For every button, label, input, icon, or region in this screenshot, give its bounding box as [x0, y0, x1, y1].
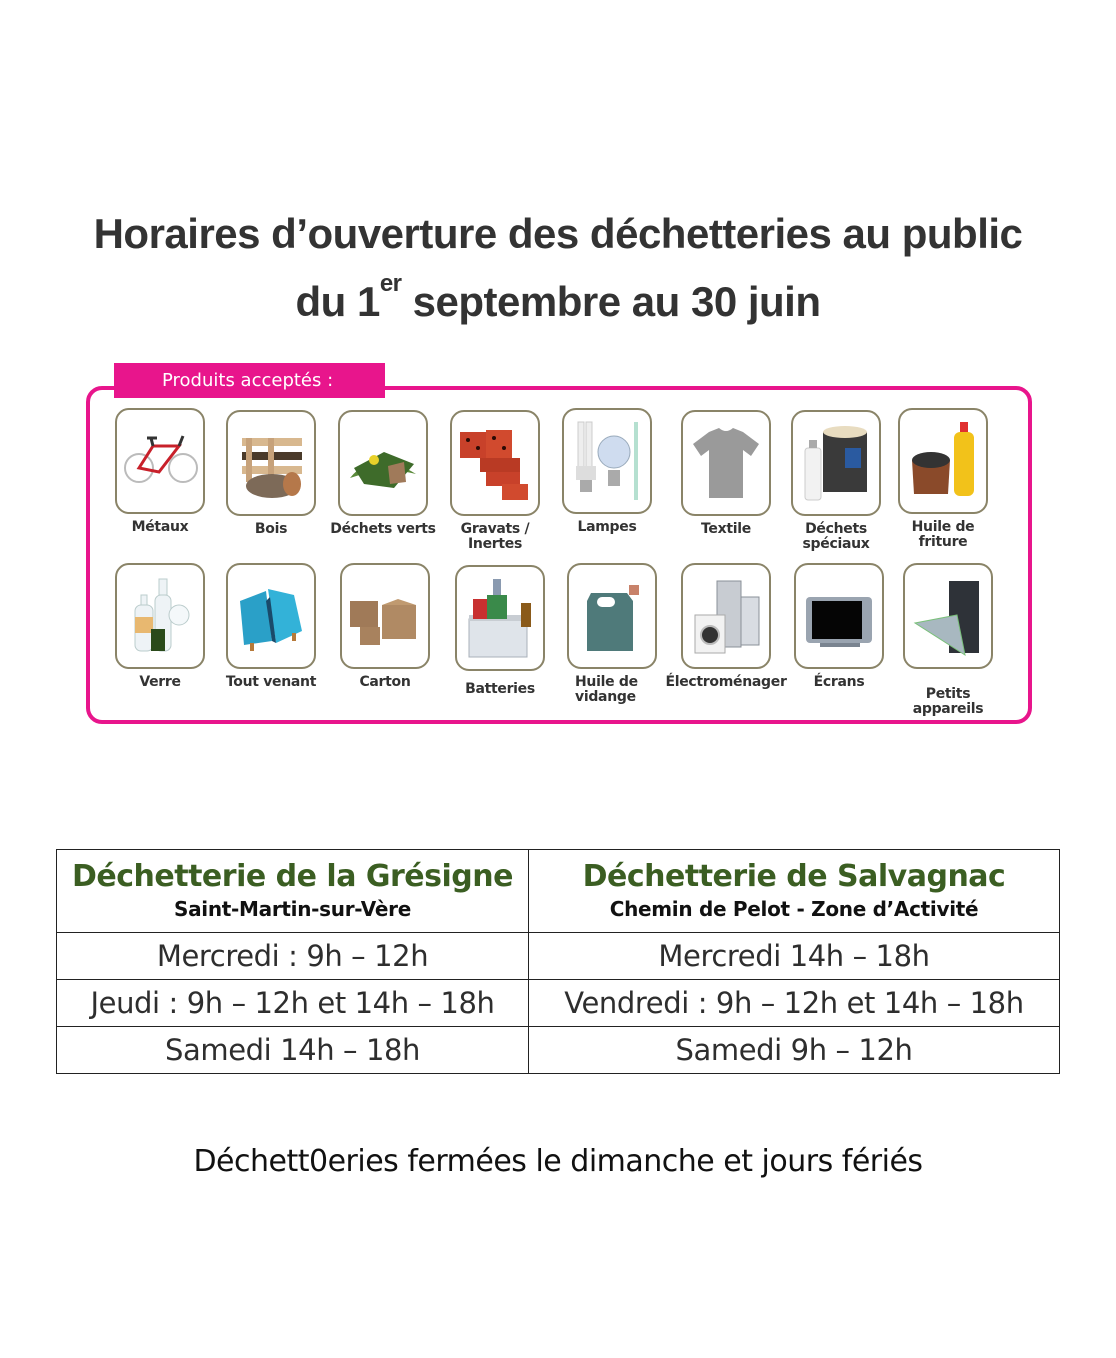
armchair-icon: [232, 571, 310, 661]
product-gravats: Gravats / Inertes: [440, 410, 550, 552]
product-carton: Carton: [330, 563, 440, 690]
cardboard-boxes-icon: [346, 571, 424, 661]
site-address: Chemin de Pelot - Zone d’Activité: [609, 897, 979, 921]
frying-oil-icon: [904, 416, 982, 506]
closure-notice: Déchett0eries fermées le dimanche et jours fériés: [193, 1144, 923, 1179]
product-huile-vidange: Huile de vidange: [557, 563, 667, 705]
small-appliances-icon: [909, 571, 987, 661]
product-batteries: Batteries: [445, 565, 555, 697]
product-lampes: Lampes: [552, 408, 662, 535]
product-dechets-verts: Déchets verts: [328, 410, 438, 537]
site-name: Déchetterie de la Grésigne: [72, 859, 513, 894]
oil-jerrycan-icon: [573, 571, 651, 661]
title-superscript: er: [379, 270, 402, 297]
opening-hours-table: [56, 849, 1060, 1074]
product-metaux: Métaux: [105, 408, 215, 535]
lamps-icon: [568, 416, 646, 506]
hours-cell: Vendredi : 9h – 12h et 14h – 18h: [529, 980, 1060, 1027]
pallet-log-icon: [232, 418, 310, 508]
table-row: [57, 933, 1060, 980]
product-verre: Verre: [105, 563, 215, 690]
site-header-gresigne: [57, 850, 529, 933]
title-suffix: septembre au 30 juin: [401, 278, 821, 325]
product-huile-friture: Huile de friture: [888, 408, 998, 550]
glass-bottles-icon: [121, 571, 199, 661]
tv-screen-icon: [800, 571, 878, 661]
product-petits-appareils: Petits appareils: [893, 563, 1003, 717]
table-row: [57, 1027, 1060, 1074]
product-dechets-speciaux: Déchets spéciaux: [781, 410, 891, 552]
paint-can-icon: [797, 418, 875, 508]
batteries-icon: [461, 573, 539, 663]
site-header-salvagnac: [529, 850, 1060, 933]
table-row: [57, 980, 1060, 1027]
bricks-icon: [456, 418, 534, 508]
bicycle-icon: [121, 416, 199, 506]
appliances-icon: [687, 571, 765, 661]
page-title-line-1: Horaires d’ouverture des déchetteries au public: [93, 210, 1023, 257]
site-address: Saint-Martin-sur-Vère: [173, 897, 411, 921]
product-ecrans: Écrans: [784, 563, 894, 690]
page-title-line-2: [0, 270, 1116, 326]
green-waste-icon: [344, 418, 422, 508]
hours-cell: Mercredi 14h – 18h: [529, 933, 1060, 980]
hours-cell: Samedi 9h – 12h: [529, 1027, 1060, 1074]
accepted-products-header: Produits acceptés :: [114, 363, 385, 398]
hours-cell: Samedi 14h – 18h: [57, 1027, 529, 1074]
title-prefix: du 1: [295, 278, 380, 325]
tshirt-icon: [687, 418, 765, 508]
table-header-row: [57, 850, 1060, 933]
product-bois: Bois: [216, 410, 326, 537]
product-textile: Textile: [671, 410, 781, 537]
product-tout-venant: Tout venant: [216, 563, 326, 690]
hours-cell: Mercredi : 9h – 12h: [57, 933, 529, 980]
product-electromenager: Électroménager: [671, 563, 781, 690]
hours-cell: Jeudi : 9h – 12h et 14h – 18h: [57, 980, 529, 1027]
site-name: Déchetterie de Salvagnac: [582, 859, 1006, 894]
